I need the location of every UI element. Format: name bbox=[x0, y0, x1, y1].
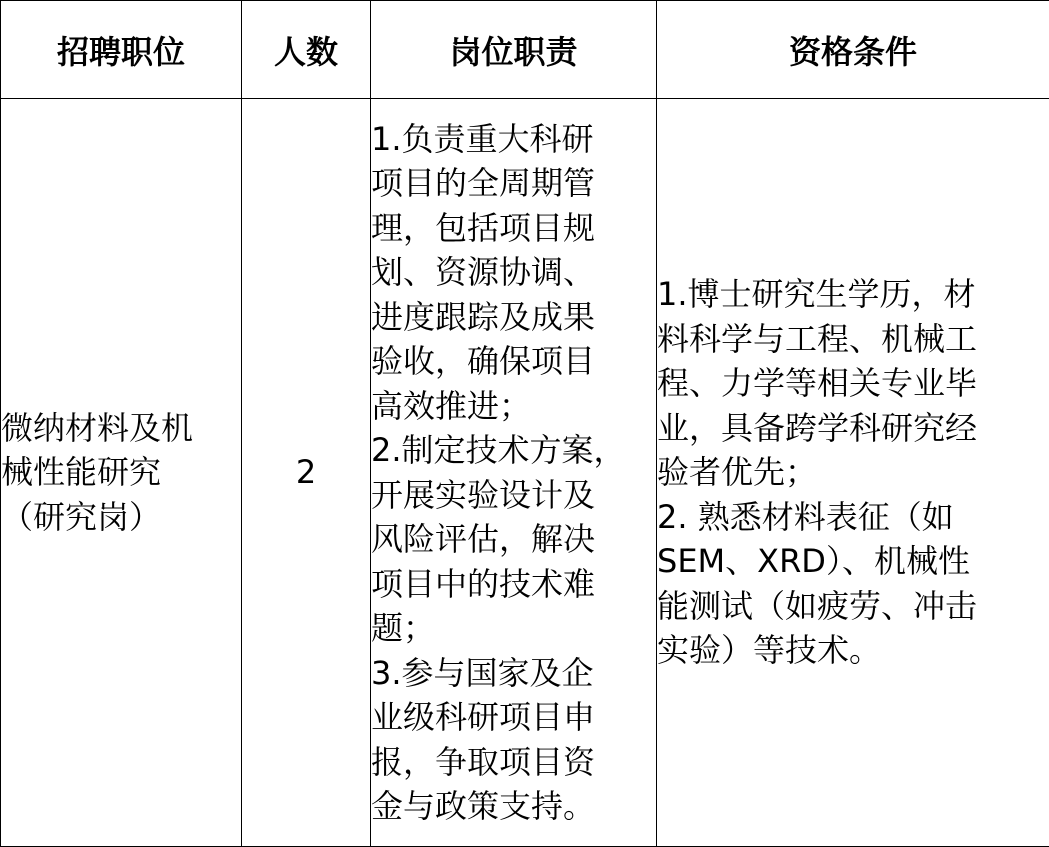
duties-line: 报，争取项目资 bbox=[371, 742, 596, 781]
requirements-line: 1.博士研究生学历，材 bbox=[657, 275, 976, 314]
duties-line: 金与政策支持。 bbox=[371, 787, 596, 825]
duties-line: 业级科研项目申 bbox=[371, 698, 596, 736]
duties-line: 题； bbox=[371, 609, 436, 647]
table-header-row bbox=[1, 1, 1049, 99]
duties-line: 理，包括项目规 bbox=[371, 208, 596, 247]
duties-line: 进度跟踪及成果 bbox=[371, 297, 596, 336]
cell-count: 2 bbox=[242, 99, 371, 847]
duties-line: 划、资源协调、 bbox=[371, 253, 596, 291]
header-duties: 岗位职责 bbox=[371, 1, 657, 99]
duties-line: 3.参与国家及企 bbox=[371, 653, 594, 692]
requirements-line: 2. 熟悉材料表征（如 bbox=[657, 497, 954, 536]
requirements-line: 能测试（如疲劳、冲击 bbox=[657, 586, 978, 625]
position-line: 微纳材料及机 bbox=[1, 408, 194, 447]
header-count: 人数 bbox=[242, 1, 371, 99]
requirements-line: 料科学与工程、机械工 bbox=[657, 319, 978, 358]
position-line: （研究岗） bbox=[1, 497, 162, 536]
duties-line: 2.制定技术方案， bbox=[371, 431, 626, 469]
duties-line: 高效推进； bbox=[371, 386, 532, 425]
requirements-line: 程、力学等相关专业毕 bbox=[657, 364, 978, 403]
header-position: 招聘职位 bbox=[1, 1, 242, 99]
duties-line: 项目的全周期管 bbox=[371, 164, 596, 202]
duties-line: 开展实验设计及 bbox=[371, 475, 596, 514]
duties-line: 项目中的技术难 bbox=[371, 564, 596, 603]
cell-position bbox=[1, 99, 242, 847]
requirements-line: 业，具备跨学科研究经 bbox=[657, 408, 978, 447]
duties-line: 风险评估，解决 bbox=[371, 520, 596, 558]
cell-requirements bbox=[657, 99, 1049, 847]
requirements-line: SEM、XRD）、机械性 bbox=[657, 542, 970, 581]
cell-duties bbox=[371, 99, 657, 847]
requirements-line: 验者优先； bbox=[657, 453, 818, 492]
table-row bbox=[1, 99, 1049, 847]
duties-line: 1.负责重大科研 bbox=[371, 119, 594, 158]
position-line: 械性能研究 bbox=[1, 453, 162, 492]
requirements-line: 实验）等技术。 bbox=[657, 631, 882, 670]
header-requirements: 资格条件 bbox=[657, 1, 1049, 99]
duties-line: 验收，确保项目 bbox=[371, 342, 596, 380]
